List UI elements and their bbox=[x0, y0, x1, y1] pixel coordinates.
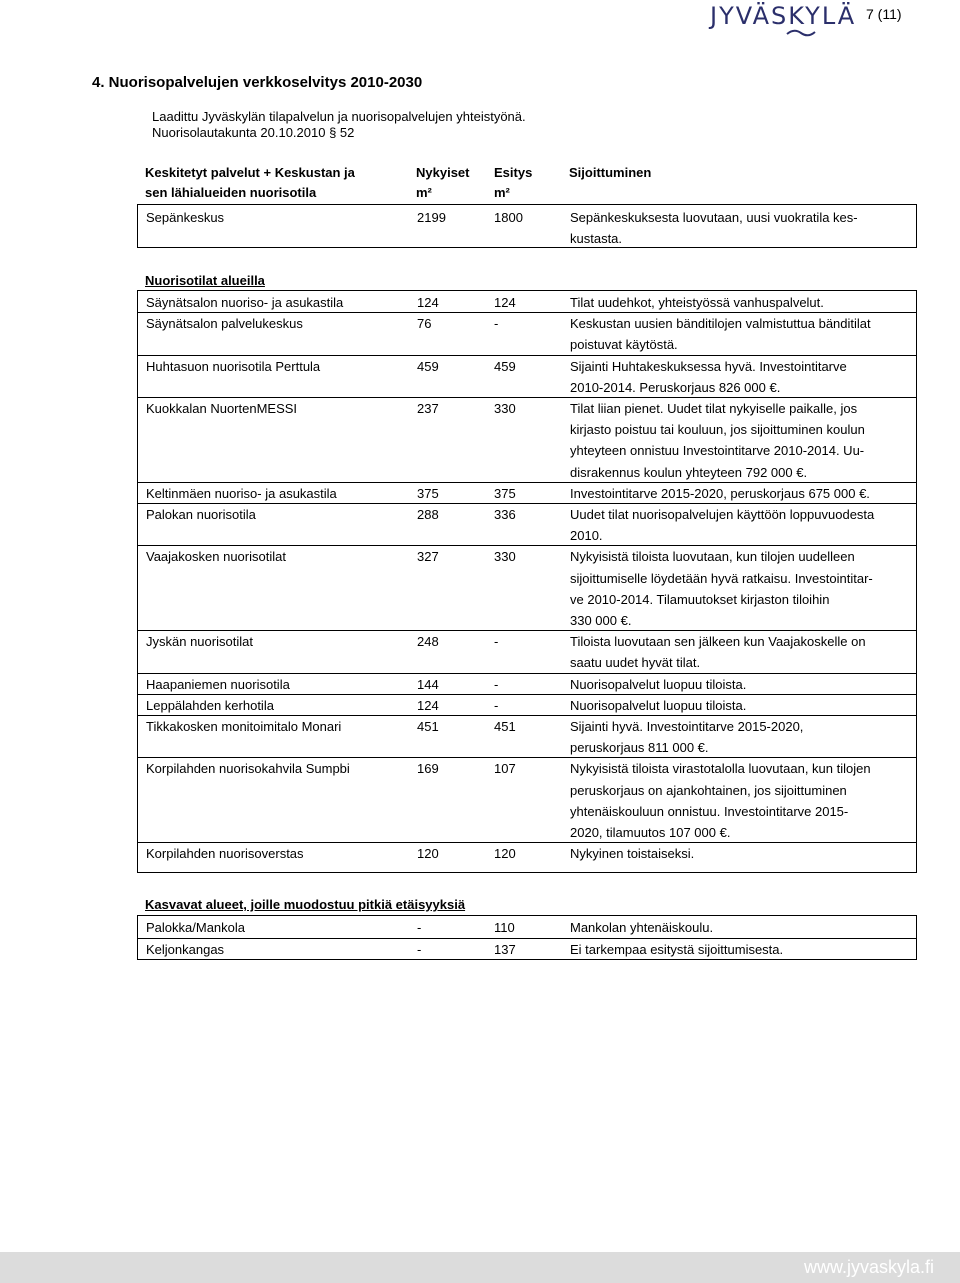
row-placement-line: Nykyisistä tiloista luovutaan, kun tilojen uudelleen bbox=[570, 549, 855, 565]
header-current-line1: Nykyiset bbox=[416, 165, 470, 180]
row-name: Keljonkangas bbox=[146, 942, 225, 957]
row-current-m2: 169 bbox=[417, 761, 439, 777]
row-name: Keltinmäen nuoriso- ja asukastila bbox=[146, 485, 337, 501]
row-current-m2: - bbox=[417, 942, 422, 957]
header-name-line1: Keskitetyt palvelut + Keskustan ja bbox=[145, 165, 355, 180]
row-current-m2: 144 bbox=[417, 676, 439, 692]
row-proposed-m2: 110 bbox=[494, 920, 515, 935]
row-current-m2: 248 bbox=[417, 634, 439, 650]
row-proposed-m2: 107 bbox=[494, 761, 516, 777]
row-current-m2: 120 bbox=[417, 846, 439, 862]
table-row bbox=[138, 355, 916, 397]
central-placement-line: Sepänkeskuksesta luovutaan, uusi vuokratila kes- bbox=[570, 210, 858, 225]
table-row bbox=[138, 673, 916, 694]
row-proposed-m2: - bbox=[494, 634, 499, 650]
row-name: Palokan nuorisotila bbox=[146, 507, 256, 522]
row-proposed-m2: 451 bbox=[494, 719, 516, 734]
table-row bbox=[138, 312, 916, 354]
row-placement-line: yhteyteen onnistuu Investointitarve 2010-2014. Uu- bbox=[570, 443, 865, 459]
row-current-m2: 124 bbox=[417, 295, 439, 310]
row-name: Säynätsalon nuoriso- ja asukastila bbox=[146, 295, 344, 310]
row-placement-line: saatu uudet hyvät tilat. bbox=[570, 655, 701, 671]
central-name: Sepänkeskus bbox=[146, 210, 225, 225]
table-row bbox=[138, 715, 916, 757]
table-row bbox=[138, 545, 916, 630]
row-placement-line: Nykyinen toistaiseksi. bbox=[570, 846, 695, 862]
row-proposed-m2: 336 bbox=[494, 507, 516, 522]
row-placement-line: ve 2010-2014. Tilamuutokset kirjaston tiloihin bbox=[570, 591, 830, 607]
row-proposed-m2: 137 bbox=[494, 942, 516, 957]
row-placement-line: poistuvat käytöstä. bbox=[570, 337, 678, 353]
footer-url: www.jyvaskyla.fi bbox=[803, 1257, 934, 1277]
row-name: Huhtasuon nuorisotila Perttula bbox=[146, 358, 321, 374]
row-placement-line: Mankolan yhtenäiskoulu. bbox=[570, 920, 714, 935]
row-placement-line: Ei tarkempaa esitystä sijoittumisesta. bbox=[570, 942, 784, 957]
row-placement-line: Nykyisistä tiloista virastotalolla luovutaan, kun tilojen bbox=[570, 761, 871, 777]
footer-band bbox=[0, 1252, 960, 1283]
table-row bbox=[138, 694, 916, 715]
header-name-line2: sen lähialueiden nuorisotila bbox=[145, 185, 317, 200]
page-number: 7 (11) bbox=[866, 6, 902, 22]
page-title: 4. Nuorisopalvelujen verkkoselvitys 2010-2030 bbox=[92, 74, 423, 91]
header-placement: Sijoittuminen bbox=[569, 165, 652, 180]
row-placement-line: Tiloista luovutaan sen jälkeen kun Vaajakoskelle on bbox=[570, 634, 866, 650]
row-placement-line: 2010. bbox=[570, 528, 603, 544]
logo-wave-icon bbox=[786, 28, 816, 38]
row-current-m2: 288 bbox=[417, 507, 439, 522]
row-placement-line: Sijainti Huhtakeskuksessa hyvä. Investointitarve bbox=[570, 358, 847, 374]
committee-note: Nuorisolautakunta 20.10.2010 § 52 bbox=[152, 125, 355, 140]
authorship-note: Laadittu Jyväskylän tilapalvelun ja nuorisopalvelujen yhteistyönä. bbox=[152, 109, 526, 124]
row-placement-line: Sijainti hyvä. Investointitarve 2015-2020, bbox=[570, 719, 804, 734]
table-row bbox=[138, 482, 916, 503]
section-growth-title: Kasvavat alueet, joille muodostuu pitkiä etäisyyksiä bbox=[145, 897, 466, 912]
row-placement-line: Tilat liian pienet. Uudet tilat nykyiselle paikalle, jos bbox=[570, 401, 858, 416]
row-placement-line: Nuorisopalvelut luopuu tiloista. bbox=[570, 697, 747, 713]
central-services-box bbox=[137, 204, 917, 248]
table-row bbox=[138, 757, 916, 842]
row-proposed-m2: - bbox=[494, 316, 499, 332]
row-current-m2: 375 bbox=[417, 485, 439, 501]
row-placement-line: 2010-2014. Peruskorjaus 826 000 €. bbox=[570, 379, 781, 395]
row-placement-line: Keskustan uusien bänditilojen valmistuttua bänditilat bbox=[570, 316, 871, 332]
row-name: Leppälahden kerhotila bbox=[146, 697, 274, 713]
table-row bbox=[138, 503, 916, 545]
row-placement-line: disrakennus koulun yhteyteen 792 000 €. bbox=[570, 464, 808, 480]
central-placement-line: kustasta. bbox=[570, 231, 623, 246]
table-row bbox=[138, 842, 916, 863]
row-name: Kuokkalan NuortenMESSI bbox=[146, 401, 298, 416]
growth-table bbox=[137, 915, 917, 960]
row-placement-line: peruskorjaus on ajankohtainen, jos sijoittuminen bbox=[570, 782, 847, 798]
row-placement-line: 330 000 €. bbox=[570, 612, 632, 628]
row-name: Palokka/Mankola bbox=[146, 920, 245, 935]
row-current-m2: 327 bbox=[417, 549, 439, 565]
table-row bbox=[138, 397, 916, 482]
row-name: Tikkakosken monitoimitalo Monari bbox=[146, 719, 342, 734]
row-name: Säynätsalon palvelukeskus bbox=[146, 316, 303, 332]
table-row bbox=[138, 916, 916, 938]
central-current: 2199 bbox=[417, 210, 446, 225]
row-current-m2: 124 bbox=[417, 697, 439, 713]
row-proposed-m2: - bbox=[494, 676, 499, 692]
row-proposed-m2: 375 bbox=[494, 485, 516, 501]
row-proposed-m2: 120 bbox=[494, 846, 516, 862]
row-proposed-m2: 330 bbox=[494, 549, 516, 565]
row-name: Korpilahden nuorisokahvila Sumpbi bbox=[146, 761, 350, 777]
row-current-m2: 76 bbox=[417, 316, 432, 332]
header-proposed-line1: Esitys bbox=[494, 165, 533, 180]
areas-table bbox=[137, 290, 917, 873]
row-proposed-m2: 330 bbox=[494, 401, 516, 416]
row-name: Vaajakosken nuorisotilat bbox=[146, 549, 286, 565]
row-name: Haapaniemen nuorisotila bbox=[146, 676, 290, 692]
table-row bbox=[138, 938, 916, 960]
jyvaskyla-logo: JYVÄSKYLÄ bbox=[710, 2, 857, 30]
table-row bbox=[138, 291, 916, 312]
row-placement-line: kirjasto poistuu tai kouluun, jos sijoittuminen koulun bbox=[570, 422, 865, 438]
central-proposed: 1800 bbox=[494, 210, 523, 225]
row-placement-line: Nuorisopalvelut luopuu tiloista. bbox=[570, 676, 747, 692]
section-areas-title: Nuorisotilat alueilla bbox=[145, 273, 265, 288]
row-placement-line: Tilat uudehkot, yhteistyössä vanhuspalvelut. bbox=[570, 295, 824, 310]
row-placement-line: yhtenäiskouluun onnistuu. Investointitarve 2015- bbox=[570, 803, 849, 819]
row-current-m2: - bbox=[417, 920, 422, 935]
row-current-m2: 237 bbox=[417, 401, 439, 416]
row-proposed-m2: 124 bbox=[494, 295, 516, 310]
row-placement-line: Uudet tilat nuorisopalvelujen käyttöön loppuvuodesta bbox=[570, 507, 875, 522]
row-proposed-m2: 459 bbox=[494, 358, 516, 374]
row-placement-line: Investointitarve 2015-2020, peruskorjaus 675 000 €. bbox=[570, 485, 870, 501]
row-name: Korpilahden nuorisoverstas bbox=[146, 846, 304, 862]
row-proposed-m2: - bbox=[494, 697, 499, 713]
row-current-m2: 459 bbox=[417, 358, 439, 374]
row-placement-line: peruskorjaus 811 000 €. bbox=[570, 740, 709, 756]
row-name: Jyskän nuorisotilat bbox=[146, 634, 253, 650]
row-placement-line: 2020, tilamuutos 107 000 €. bbox=[570, 824, 731, 840]
header-current-unit: m² bbox=[416, 185, 432, 200]
row-current-m2: 451 bbox=[417, 719, 439, 734]
header-proposed-unit: m² bbox=[494, 185, 510, 200]
row-placement-line: sijoittumiselle löydetään hyvä ratkaisu. Investointitar- bbox=[570, 570, 873, 586]
table-row bbox=[138, 630, 916, 672]
